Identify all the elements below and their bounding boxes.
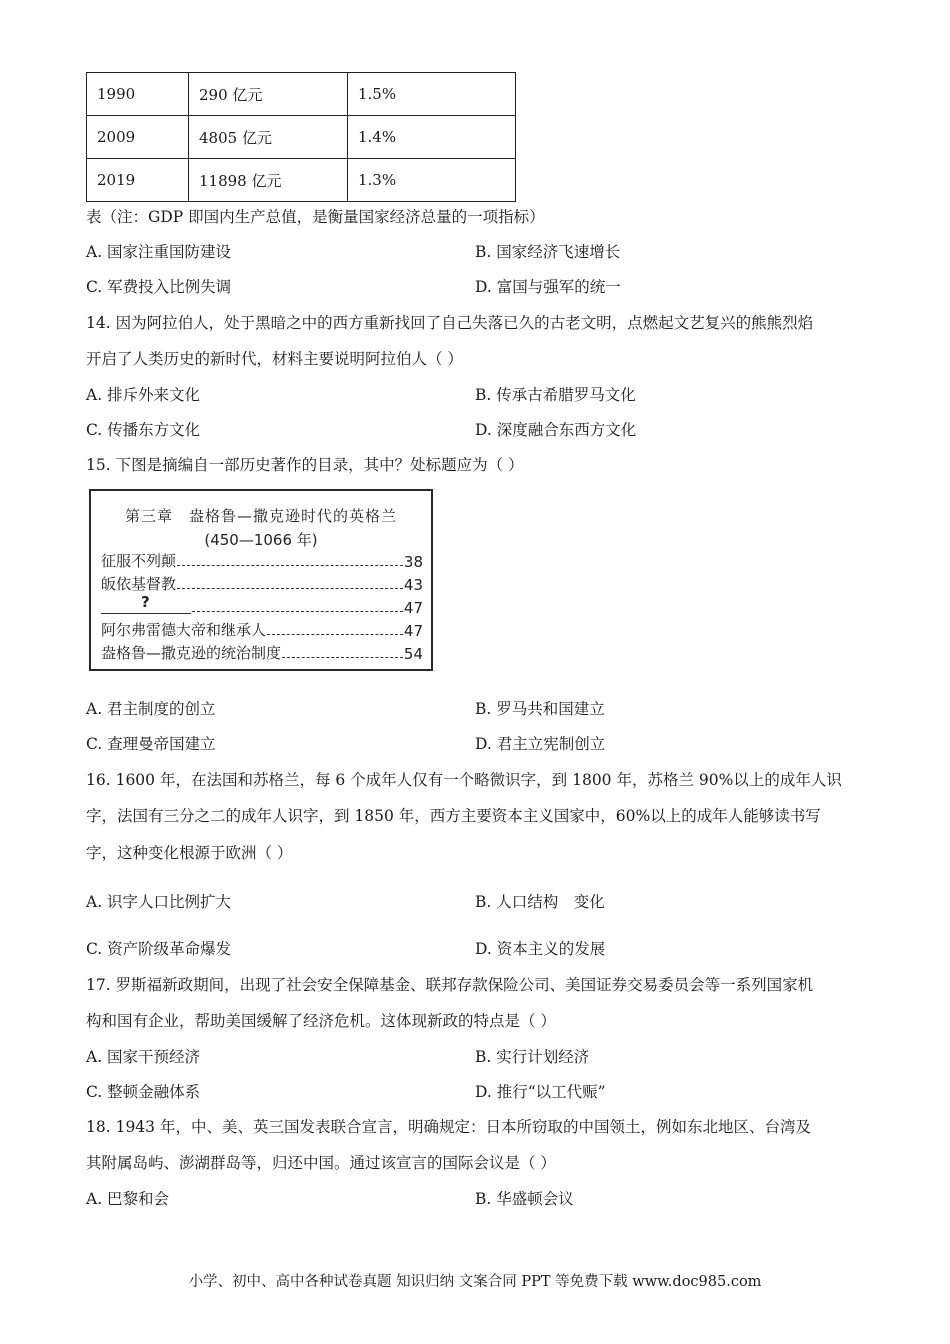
toc-row <box>101 549 423 571</box>
toc-chapter-title: 第三章 盎格鲁—撒克逊时代的英格兰 <box>124 507 397 525</box>
table-row <box>87 73 516 116</box>
toc-leader <box>282 657 403 658</box>
table-cell-ratio: 1.4% <box>348 116 516 159</box>
toc-question-mark: ? <box>141 593 150 611</box>
q13-option-a[interactable]: A. 国家注重国防建设 <box>86 243 232 261</box>
q15-option-b[interactable]: B. 罗马共和国建立 <box>475 700 605 718</box>
toc-row <box>101 595 423 617</box>
toc-leader <box>192 611 403 612</box>
q16-option-b[interactable]: B. 人口结构 变化 <box>475 893 605 911</box>
q16-option-a[interactable]: A. 识字人口比例扩大 <box>86 893 232 911</box>
q15-stem: 15. 下图是摘编自一部历史著作的目录，其中？处标题应为（ ） <box>86 456 524 474</box>
gdp-table <box>86 72 516 202</box>
table-cell-year: 2019 <box>87 159 189 202</box>
toc-blank <box>101 593 191 614</box>
q17-option-b[interactable]: B. 实行计划经济 <box>475 1048 590 1066</box>
q16-option-c[interactable]: C. 资产阶级革命爆发 <box>86 940 232 958</box>
table-cell-year: 2009 <box>87 116 189 159</box>
q14-option-d[interactable]: D. 深度融合东西方文化 <box>475 421 637 439</box>
q16-stem-line3: 字，这种变化根源于欧洲（ ） <box>86 844 293 862</box>
toc-row-page: 54 <box>403 645 423 663</box>
table-cell-gdp: 11898 亿元 <box>189 159 348 202</box>
page-footer: 小学、初中、高中各种试卷真题 知识归纳 文案合同 PPT 等免费下载 www.doc985.com <box>188 1274 762 1290</box>
q15-option-a[interactable]: A. 君主制度的创立 <box>86 700 216 718</box>
table-cell-gdp: 290 亿元 <box>189 73 348 116</box>
toc-row-label: 盎格鲁—撒克逊的统治制度 <box>101 644 282 662</box>
q15-option-d[interactable]: D. 君主立宪制创立 <box>475 735 606 753</box>
q15-option-c[interactable]: C. 查理曼帝国建立 <box>86 735 216 753</box>
toc-row-label: 征服不列颠 <box>101 552 177 570</box>
q18-option-b[interactable]: B. 华盛顿会议 <box>475 1190 574 1208</box>
q17-option-a[interactable]: A. 国家干预经济 <box>86 1048 201 1066</box>
toc-row-label: 阿尔弗雷德大帝和继承人 <box>101 621 267 639</box>
toc-row-label: 皈依基督教 <box>101 575 177 593</box>
q16-option-d[interactable]: D. 资本主义的发展 <box>475 940 606 958</box>
q14-stem-line2: 开启了人类历史的新时代，材料主要说明阿拉伯人（ ） <box>86 350 463 368</box>
toc-leader <box>177 565 403 566</box>
toc-row-page: 47 <box>403 622 423 640</box>
q13-option-d[interactable]: D. 富国与强军的统一 <box>475 278 621 296</box>
table-cell-gdp: 4805 亿元 <box>189 116 348 159</box>
q17-option-d[interactable]: D. 推行“以工代赈” <box>475 1083 606 1101</box>
table-cell-ratio: 1.3% <box>348 159 516 202</box>
q18-option-a[interactable]: A. 巴黎和会 <box>86 1190 170 1208</box>
toc-row <box>101 641 423 663</box>
table-row <box>87 116 516 159</box>
table-row <box>87 159 516 202</box>
q18-stem-line2: 其附属岛屿、澎湖群岛等，归还中国。通过该宣言的国际会议是（ ） <box>86 1154 556 1172</box>
table-cell-ratio: 1.5% <box>348 73 516 116</box>
q14-option-c[interactable]: C. 传播东方文化 <box>86 421 201 439</box>
q16-stem-line2: 字，法国有三分之二的成年人识字，到 1850 年，西方主要资本主义国家中，60%以上的成年人能够读书写 <box>86 807 821 825</box>
table-note: 表（注：GDP 即国内生产总值，是衡量国家经济总量的一项指标） <box>86 208 545 226</box>
q17-stem-line2: 构和国有企业，帮助美国缓解了经济危机。这体现新政的特点是（ ） <box>86 1012 556 1030</box>
toc-row <box>101 572 423 594</box>
toc-row-page: 38 <box>403 553 423 571</box>
table-cell-year: 1990 <box>87 73 189 116</box>
toc-row <box>101 618 423 640</box>
toc-leader <box>267 634 403 635</box>
toc-row-page: 43 <box>403 576 423 594</box>
q14-stem-line1: 14. 因为阿拉伯人，处于黑暗之中的西方重新找回了自己失落已久的古老文明，点燃起文艺复兴的熊熊烈焰 <box>86 314 814 332</box>
q13-option-b[interactable]: B. 国家经济飞速增长 <box>475 243 621 261</box>
q14-option-b[interactable]: B. 传承古希腊罗马文化 <box>475 386 636 404</box>
q13-option-c[interactable]: C. 军费投入比例失调 <box>86 278 232 296</box>
toc-figure <box>89 489 433 671</box>
q14-option-a[interactable]: A. 排斥外来文化 <box>86 386 201 404</box>
toc-years: (450—1066 年) <box>204 531 318 549</box>
toc-row-page: 47 <box>403 599 423 617</box>
toc-leader <box>177 588 403 589</box>
q17-option-c[interactable]: C. 整顿金融体系 <box>86 1083 201 1101</box>
q16-stem-line1: 16. 1600 年，在法国和苏格兰，每 6 个成年人仅有一个略微识字，到 1800 年，苏格兰 90%以上的成年人识 <box>86 771 842 789</box>
q18-stem-line1: 18. 1943 年，中、美、英三国发表联合宣言，明确规定：日本所窃取的中国领土，例如东北地区、台湾及 <box>86 1118 811 1136</box>
q17-stem-line1: 17. 罗斯福新政期间，出现了社会安全保障基金、联邦存款保险公司、美国证券交易委员会等一系列国家机 <box>86 976 814 994</box>
